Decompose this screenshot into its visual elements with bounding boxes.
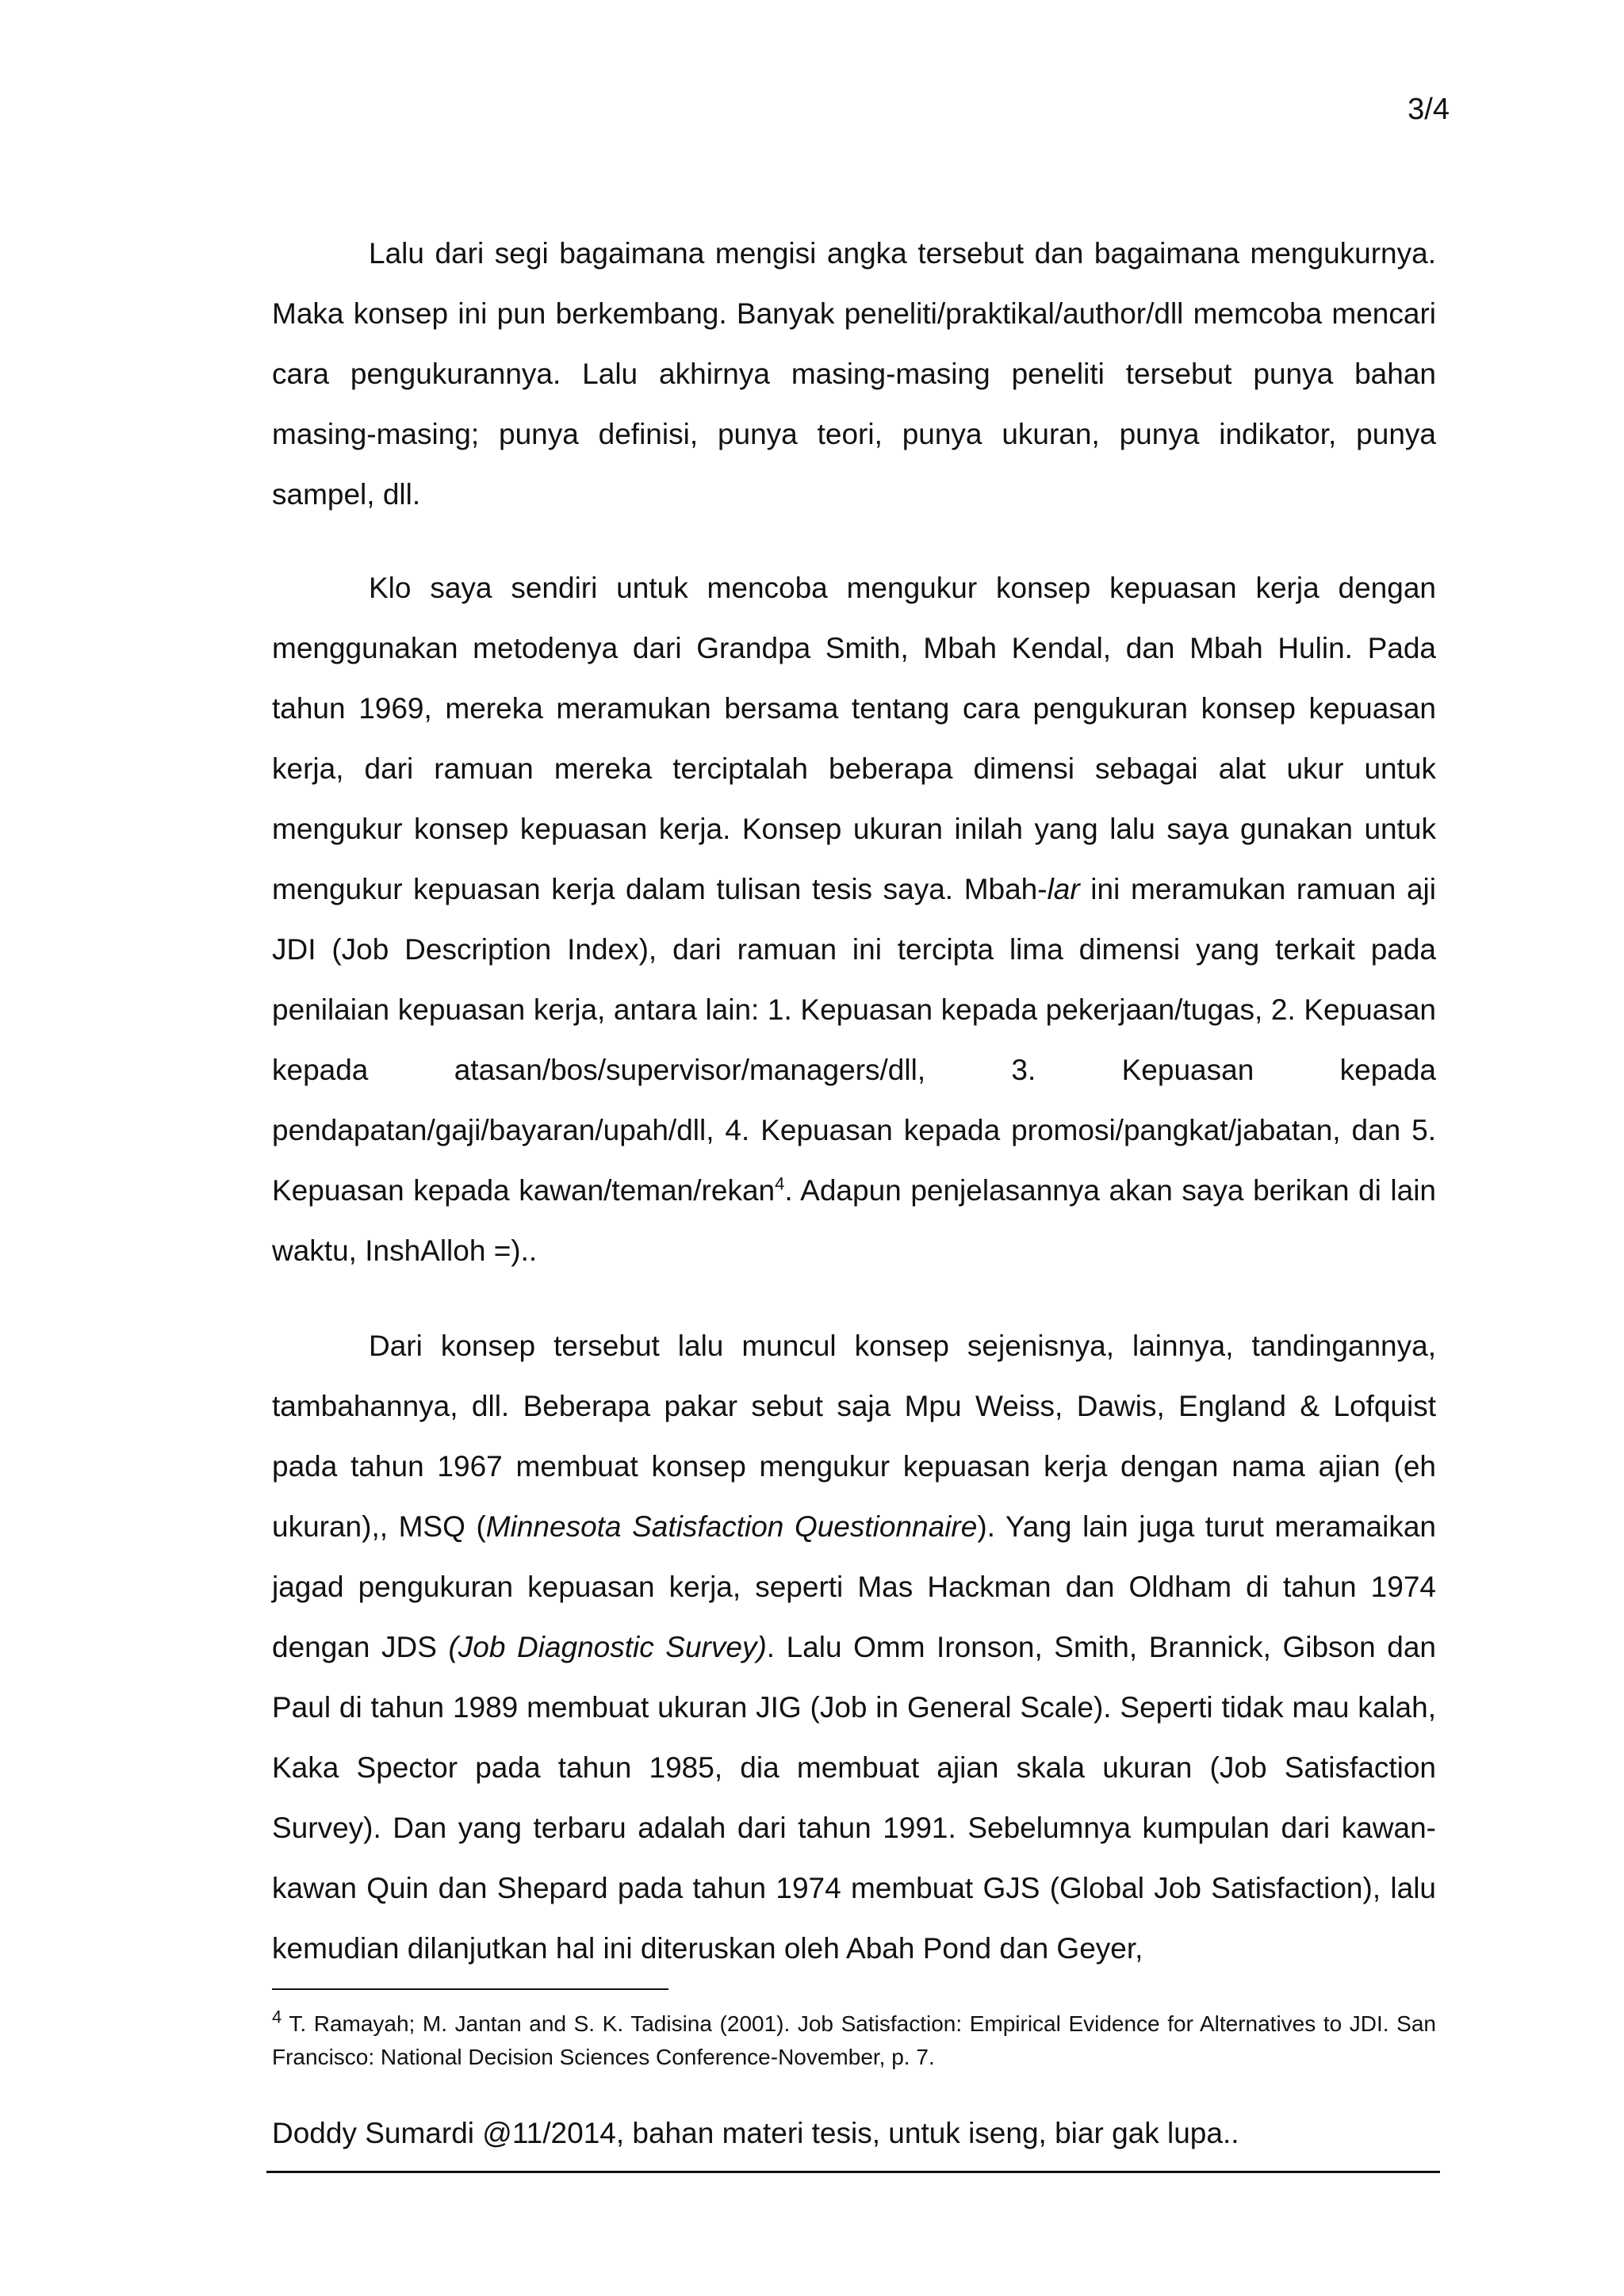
paragraph-2-part-d: . Adapun penjelasannya akan saya berikan di lain waktu, InshAlloh =).. — [272, 1174, 1436, 1267]
footer-rule — [266, 2171, 1440, 2173]
footnote — [272, 2007, 1436, 2074]
paragraph-2-text — [272, 558, 1436, 1281]
paragraph-3-part-e: . Lalu Omm Ironson, Smith, Brannick, Gibson dan Paul di tahun 1989 membuat ukuran JIG (Job in General Scale). Seperti tidak mau kalah, Kaka Spector pada tahun 1985, dia membuat ajian skala ukuran (Job Satisfaction Survey). Dan yang terbaru adalah dari tahun 1991. Sebelumnya kumpulan dari kawan-kawan Quin dan Shepard pada tahun 1974 membuat GJS (Global Job Satisfaction), lalu kemudian dilanjutkan hal ini diteruskan oleh Abah Pond dan Geyer, — [272, 1631, 1436, 1965]
paragraph-2 — [272, 558, 1436, 1281]
paragraph-1 — [272, 224, 1436, 525]
paragraph-3-italic-jds: (Job Diagnostic Survey) — [448, 1631, 767, 1663]
footnote-separator — [272, 1988, 668, 1990]
footnote-text: T. Ramayah; M. Jantan and S. K. Tadisina (2001). Job Satisfaction: Empirical Evidence for Alternatives to JDI. San Francisco: National Decision Sciences Conference-November, p. 7. — [272, 2011, 1436, 2069]
paragraph-1-text: Lalu dari segi bagaimana mengisi angka tersebut dan bagaimana mengukurnya. Maka konsep ini pun berkembang. Banyak peneliti/praktikal/author/dll memcoba mencari cara pengukurannya. Lalu akhirnya masing-masing peneliti tersebut punya bahan masing-masing; punya definisi, punya teori, punya ukuran, punya indikator, punya sampel, dll. — [272, 237, 1436, 511]
page-footer-text: Doddy Sumardi @11/2014, bahan materi tesis, untuk iseng, biar gak lupa.. — [272, 2117, 1239, 2149]
paragraph-3-italic-msq: Minnesota Satisfaction Questionnaire — [485, 1510, 978, 1543]
paragraph-3 — [272, 1316, 1436, 1979]
paragraph-3-part-c: ). Yang lain juga turut meramaikan jagad pengukuran kepuasan kerja, seperti Mas Hackman dan Oldham di tahun 1974 dengan JDS — [272, 1510, 1436, 1663]
paragraph-2-italic-lar: lar — [1047, 873, 1080, 905]
paragraph-2-part-a: Klo saya sendiri untuk mencoba mengukur konsep kepuasan kerja dengan menggunakan metodenya dari Grandpa Smith, Mbah Kendal, dan Mbah Hulin. Pada tahun 1969, mereka meramukan bersama tentang cara pengukuran konsep kepuasan kerja, dari ramuan mereka terciptalah beberapa dimensi sebagai alat ukur untuk mengukur konsep kepuasan kerja. Konsep ukuran inilah yang lalu saya gunakan untuk mengukur kepuasan kerja dalam tulisan tesis saya. Mbah- — [272, 572, 1436, 905]
paragraph-3-text — [272, 1316, 1436, 1979]
paragraph-2-part-c: ini meramukan ramuan aji JDI (Job Description Index), dari ramuan ini tercipta lima dimensi yang terkait pada penilaian kepuasan kerja, antara lain: 1. Kepuasan kepada pekerjaan/tugas, 2. Kepuasan kepada atasan/bos/supervisor/managers/dll, 3. Kepuasan kepada pendapatan/gaji/bayaran/upah/dll, 4. Kepuasan kepada promosi/pangkat/jabatan, dan 5. Kepuasan kepada kawan/teman/rekan — [272, 873, 1436, 1207]
paragraph-3-part-a: Dari konsep tersebut lalu muncul konsep sejenisnya, lainnya, tandingannya, tambahannya, dll. Beberapa pakar sebut saja Mpu Weiss, Dawis, England & Lofquist pada tahun 1967 membuat konsep mengukur kepuasan kerja dengan nama ajian (eh ukuran),, MSQ ( — [272, 1330, 1436, 1543]
footnote-reference: 4 — [775, 1173, 785, 1194]
footnote-marker: 4 — [272, 2007, 282, 2027]
page-number: 3/4 — [1408, 93, 1450, 126]
